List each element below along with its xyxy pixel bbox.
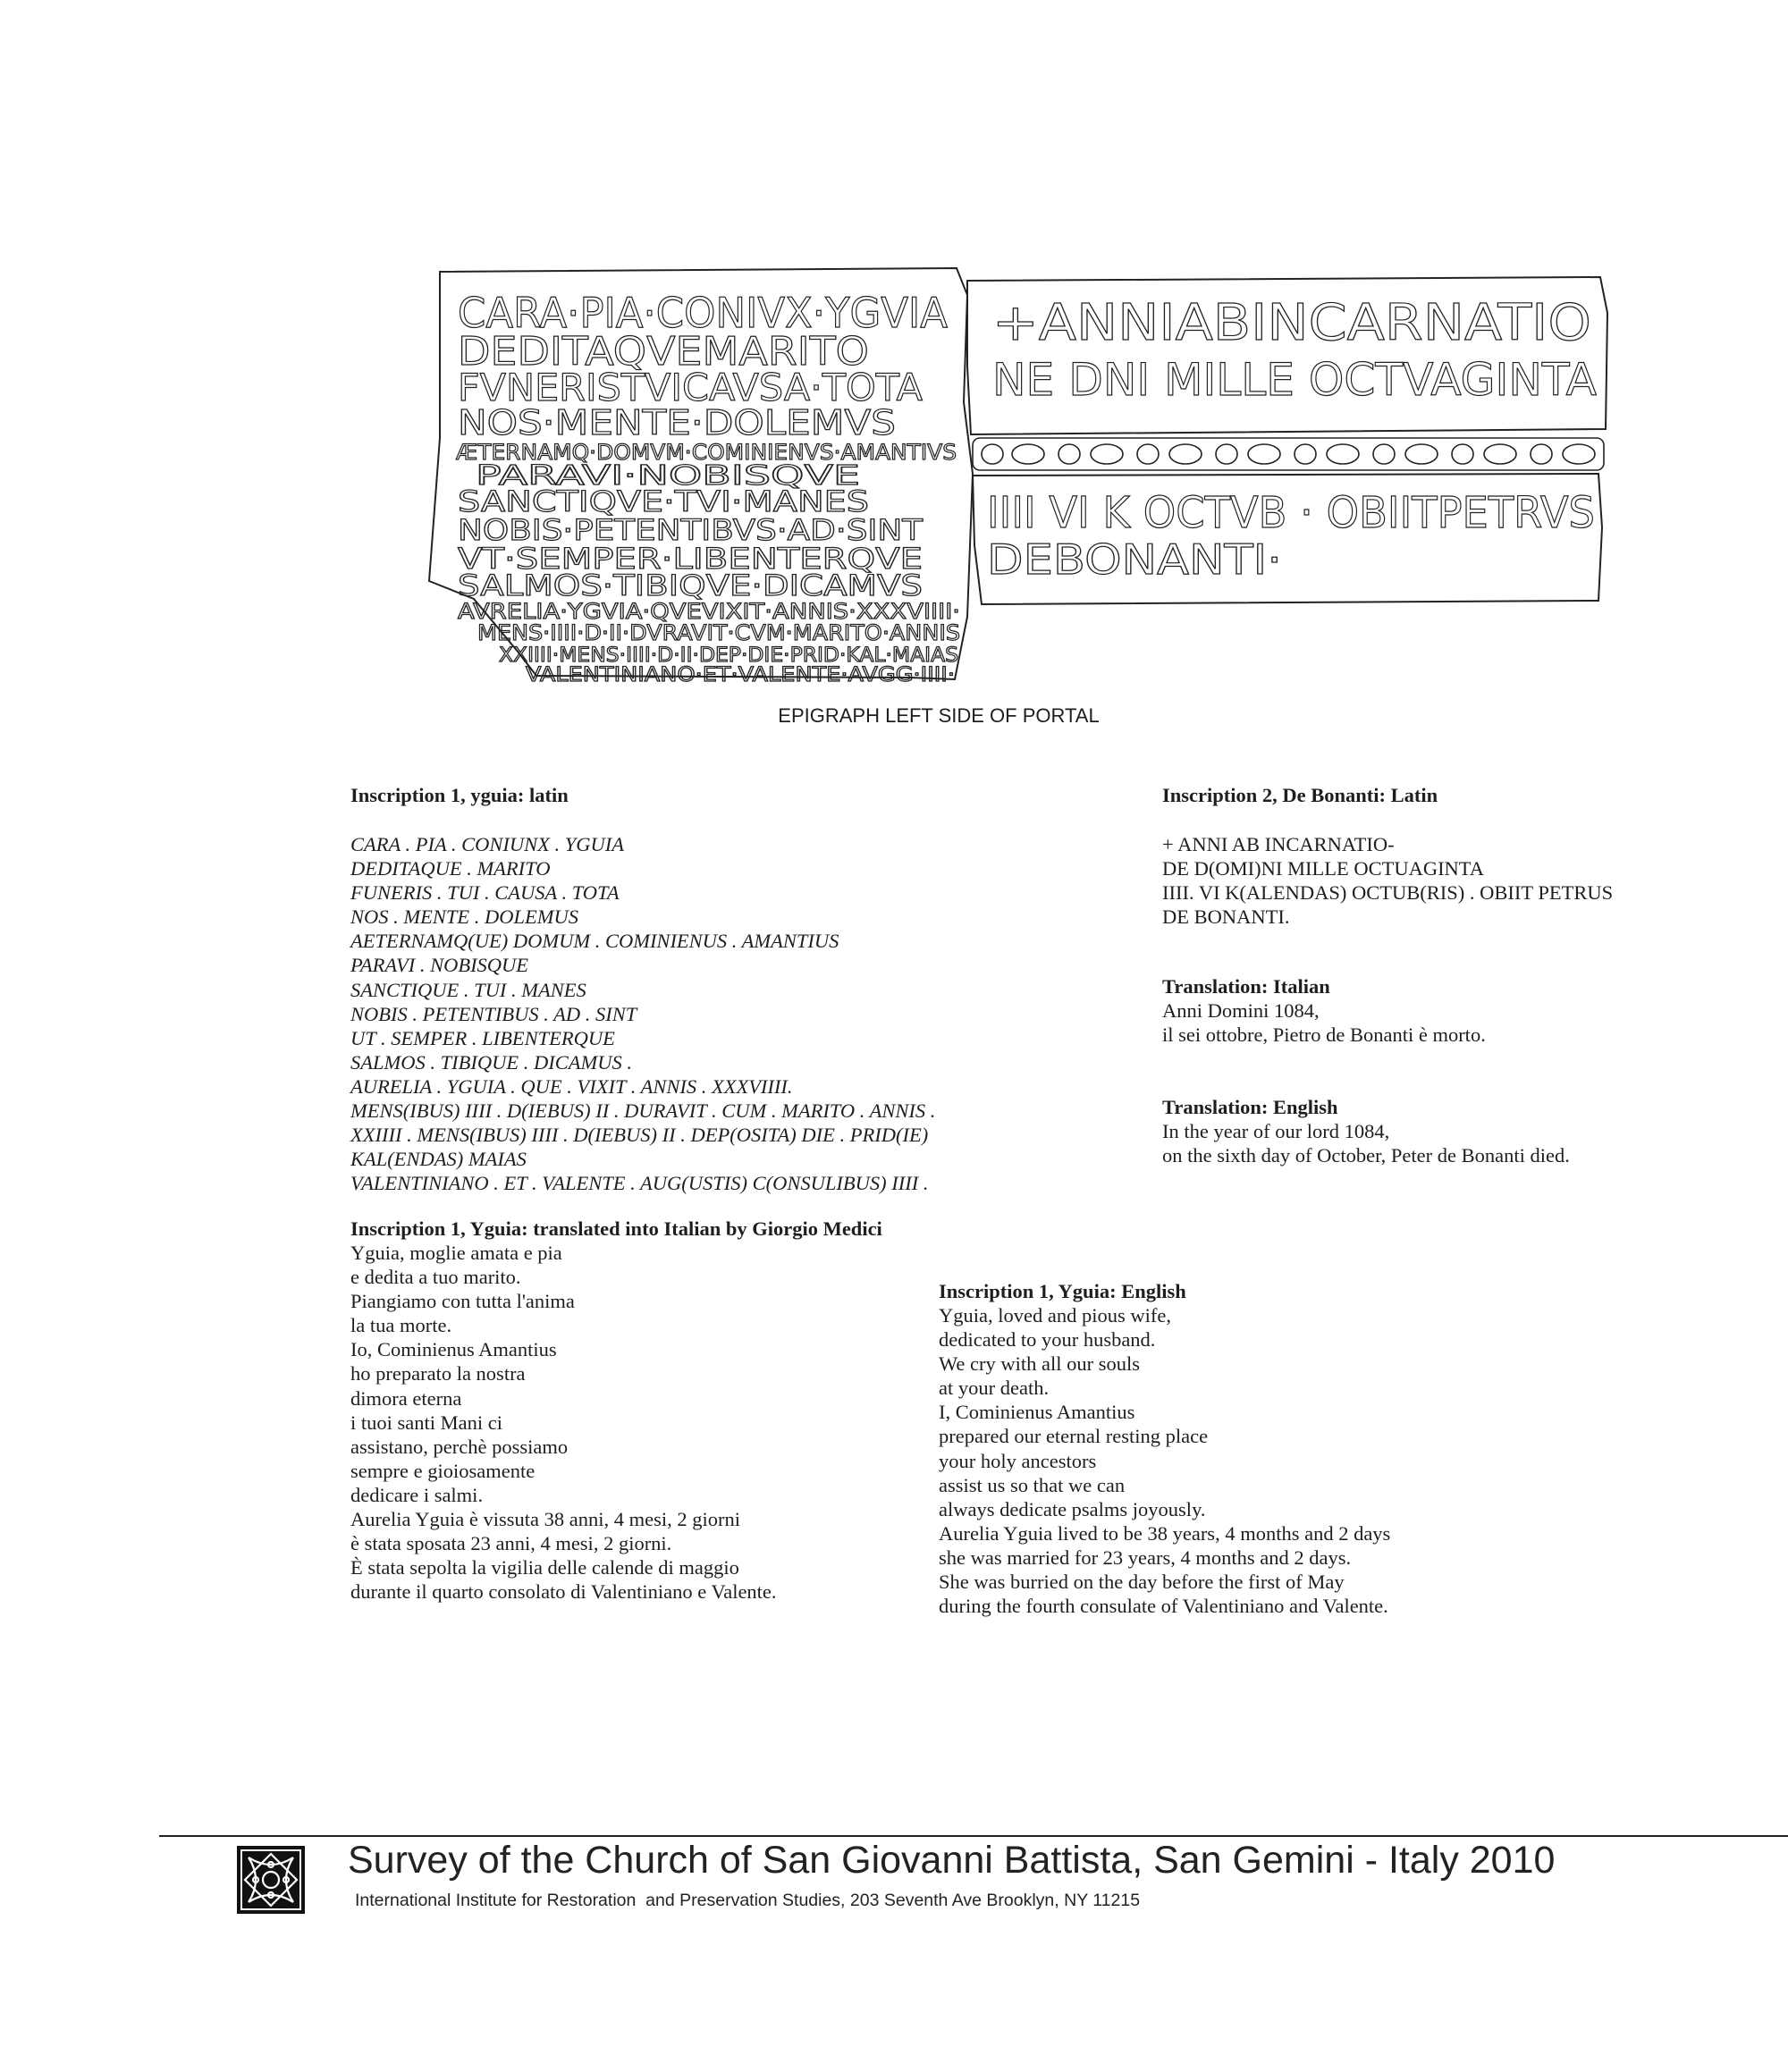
translation-line: è stata sposata 23 anni, 4 mesi, 2 giorni. xyxy=(350,1532,672,1555)
latin-line: SALMOS . TIBIQUE . DICAMUS . xyxy=(350,1050,632,1074)
translation-line: e dedita a tuo marito. xyxy=(350,1266,521,1289)
translation-line: dimora eterna xyxy=(350,1386,462,1410)
latin-line: CARA . PIA . CONIUNX . YGUIA xyxy=(350,833,625,855)
translation-line: assistano, perchè possiamo xyxy=(350,1435,569,1458)
inscription1-english-section xyxy=(939,1279,1582,1618)
inscription2-italian-heading: Translation: Italian xyxy=(1162,975,1330,998)
translation-line: assist us so that we can xyxy=(939,1473,1126,1496)
tablet-left-line: VT·SEMPER·LIBENTERQVE xyxy=(458,542,923,576)
inscription2-english-section xyxy=(1162,1095,1752,1167)
footer-subtitle: International Institute for Restoration and Preservation Studies, 203 Seventh Ave Brooklyn, NY 11215 xyxy=(355,1891,1141,1910)
translation-line: your holy ancestors xyxy=(939,1449,1097,1472)
translation-line: il sei ottobre, Pietro de Bonanti è morto. xyxy=(1162,1023,1486,1047)
tablet-left-line: SANCTIQVE·TVI·MANES xyxy=(458,484,869,518)
tablet-left-line: DEDITAQVEMARITO xyxy=(458,329,869,375)
tablet-right-line: NE DNI MILLE OCTVAGINTA xyxy=(992,354,1597,406)
translation-line: i tuoi santi Mani ci xyxy=(350,1411,502,1434)
translation-line: Yguia, loved and pious wife, xyxy=(939,1304,1171,1327)
translation-line: I, Cominienus Amantius xyxy=(939,1401,1135,1424)
tablet-right-line: DEBONANTI· xyxy=(987,535,1282,584)
inscription2-latin-section xyxy=(1162,783,1752,929)
right-tablet-text xyxy=(987,294,1597,584)
translation-line: In the year of our lord 1084, xyxy=(1162,1120,1390,1142)
tablet-left-line: AVRELIA·YGVIA·QVEVIXIT·ANNIS·XXXVIIII· xyxy=(458,599,960,624)
latin-line: PARAVI . NOBISQUE xyxy=(350,954,529,977)
right-tablet-bead-band xyxy=(973,438,1604,470)
translation-line: È stata sepolta la vigilia delle calende di maggio xyxy=(350,1556,739,1579)
inscription2-italian-text xyxy=(1162,998,1752,1047)
latin-line: MENS(IBUS) IIII . D(IEBUS) II . DURAVIT . CUM . MARITO . ANNIS . xyxy=(350,1099,936,1123)
latin-line: DEDITAQUE . MARITO xyxy=(350,857,551,880)
translation-line: We cry with all our souls xyxy=(939,1352,1141,1376)
inscription2-latin-heading: Inscription 2, De Bonanti: Latin xyxy=(1162,784,1438,806)
tablet-right-line: +ANNIABINCARNATIO xyxy=(992,294,1591,352)
translation-line: prepared our eternal resting place xyxy=(939,1425,1209,1448)
translation-line: durante il quarto consolato di Valentiniano e Valente. xyxy=(350,1580,777,1604)
tablet-left-line: XXIIII·MENS·IIII·D·II·DEP·DIE·PRID·KAL·MAIAS xyxy=(499,644,958,667)
ornamental-knot-logo-icon xyxy=(236,1845,306,1915)
footer-title: Survey of the Church of San Giovanni Battista, San Gemini - Italy 2010 xyxy=(348,1839,1556,1882)
tablet-left-line: MENS·IIII·D·II·DVRAVIT·CVM·MARITO·ANNIS xyxy=(477,620,960,645)
inscription2-english-heading: Translation: English xyxy=(1162,1096,1338,1118)
latin-line: DE BONANTI. xyxy=(1162,905,1290,929)
inscription2-italian-section xyxy=(1162,974,1752,1047)
translation-line: Aurelia Yguia lived to be 38 years, 4 months and 2 days xyxy=(939,1521,1391,1545)
translation-line: she was married for 23 years, 4 months and 2 days. xyxy=(939,1546,1352,1569)
inscription1-english-text xyxy=(939,1303,1582,1618)
tablet-left-line: NOS·MENTE·DOLEMVS xyxy=(458,403,896,442)
translation-line: Anni Domini 1084, xyxy=(1162,999,1320,1022)
latin-line: UT . SEMPER . LIBENTERQUE xyxy=(350,1026,615,1049)
inscription1-latin-text xyxy=(350,832,976,1195)
tablet-left-line: FVNERISTVICAVSA·TOTA xyxy=(458,366,924,409)
translation-line: dedicated to your husband. xyxy=(939,1328,1156,1352)
latin-line: FUNERIS . TUI . CAUSA . TOTA xyxy=(350,881,620,905)
inscription2-latin-text xyxy=(1162,832,1752,929)
inscription1-latin-section xyxy=(350,783,976,1195)
latin-line: AURELIA . YGUIA . QUE . VIXIT . ANNIS . XXXVIIII. xyxy=(350,1074,793,1098)
translation-line: at your death. xyxy=(939,1377,1050,1400)
inscription1-italian-heading: Inscription 1, Yguia: translated into Italian by Giorgio Medici xyxy=(350,1217,882,1240)
latin-line: SANCTIQUE . TUI . MANES xyxy=(350,978,586,1001)
translation-line: on the sixth day of October, Peter de Bonanti died. xyxy=(1162,1144,1570,1167)
inscription1-latin-heading: Inscription 1, yguia: latin xyxy=(350,784,569,806)
translation-line: Aurelia Yguia è vissuta 38 anni, 4 mesi, 2 giorni xyxy=(350,1508,740,1531)
tablet-left-line: NOBIS·PETENTIBVS·AD·SINT xyxy=(458,513,924,547)
latin-line: NOS . MENTE . DOLEMUS xyxy=(350,905,579,929)
tablet-left-line: CARA·PIA·CONIVX·YGVIA xyxy=(458,289,949,337)
translation-line: sempre e gioiosamente xyxy=(350,1459,536,1482)
epigraph-drawing xyxy=(420,259,1627,688)
tablet-left-line: ÆTERNAMQ·DOMVM·COMINIENVS·AMANTIVS xyxy=(456,440,957,465)
latin-line: XXIIII . MENS(IBUS) IIII . D(IEBUS) II . DEP(OSITA) DIE . PRID(IE) xyxy=(350,1124,929,1147)
translation-line: Yguia, moglie amata e pia xyxy=(350,1242,562,1264)
latin-line: KAL(ENDAS) MAIAS xyxy=(350,1148,527,1171)
latin-line: VALENTINIANO . ET . VALENTE . AUG(USTIS) C(ONSULIBUS) IIII . xyxy=(350,1172,929,1195)
translation-line: Piangiamo con tutta l'anima xyxy=(350,1290,575,1313)
tablet-right-line: IIII VI K OCTVB · OBIITPETRVS xyxy=(987,488,1595,538)
translation-line: la tua morte. xyxy=(350,1314,452,1337)
tablet-left-line: PARAVI·NOBISQVE xyxy=(476,460,860,492)
inscription2-english-text xyxy=(1162,1119,1752,1167)
latin-line: AETERNAMQ(UE) DOMUM . COMINIENUS . AMANTIUS xyxy=(350,930,839,953)
translation-line: during the fourth consulate of Valentiniano and Valente. xyxy=(939,1595,1388,1618)
inscription1-english-heading: Inscription 1, Yguia: English xyxy=(939,1280,1186,1302)
latin-line: DE D(OMI)NI MILLE OCTUAGINTA xyxy=(1162,857,1484,880)
latin-line: IIII. VI K(ALENDAS) OCTUB(RIS) . OBIIT PETRUS xyxy=(1162,881,1614,905)
inscription1-italian-section xyxy=(350,1217,976,1604)
translation-line: Io, Cominienus Amantius xyxy=(350,1338,557,1361)
latin-line: + ANNI AB INCARNATIO- xyxy=(1162,833,1395,855)
drawing-caption: EPIGRAPH LEFT SIDE OF PORTAL xyxy=(778,704,1100,727)
footer-rule xyxy=(159,1835,1788,1837)
translation-line: ho preparato la nostra xyxy=(350,1362,526,1386)
tablet-left-line: VALENTINIANO·ET·VALENTE·AVGG·IIII· xyxy=(526,664,955,686)
latin-line: NOBIS . PETENTIBUS . AD . SINT xyxy=(350,1002,637,1025)
translation-line: She was burried on the day before the first of May xyxy=(939,1571,1345,1594)
translation-line: always dedicate psalms joyously. xyxy=(939,1497,1206,1520)
translation-line: dedicare i salmi. xyxy=(350,1483,484,1506)
inscription1-italian-text xyxy=(350,1241,976,1604)
left-tablet-text xyxy=(456,289,960,686)
tablet-left-line: SALMOS·TIBIQVE·DICAMVS xyxy=(458,569,923,602)
